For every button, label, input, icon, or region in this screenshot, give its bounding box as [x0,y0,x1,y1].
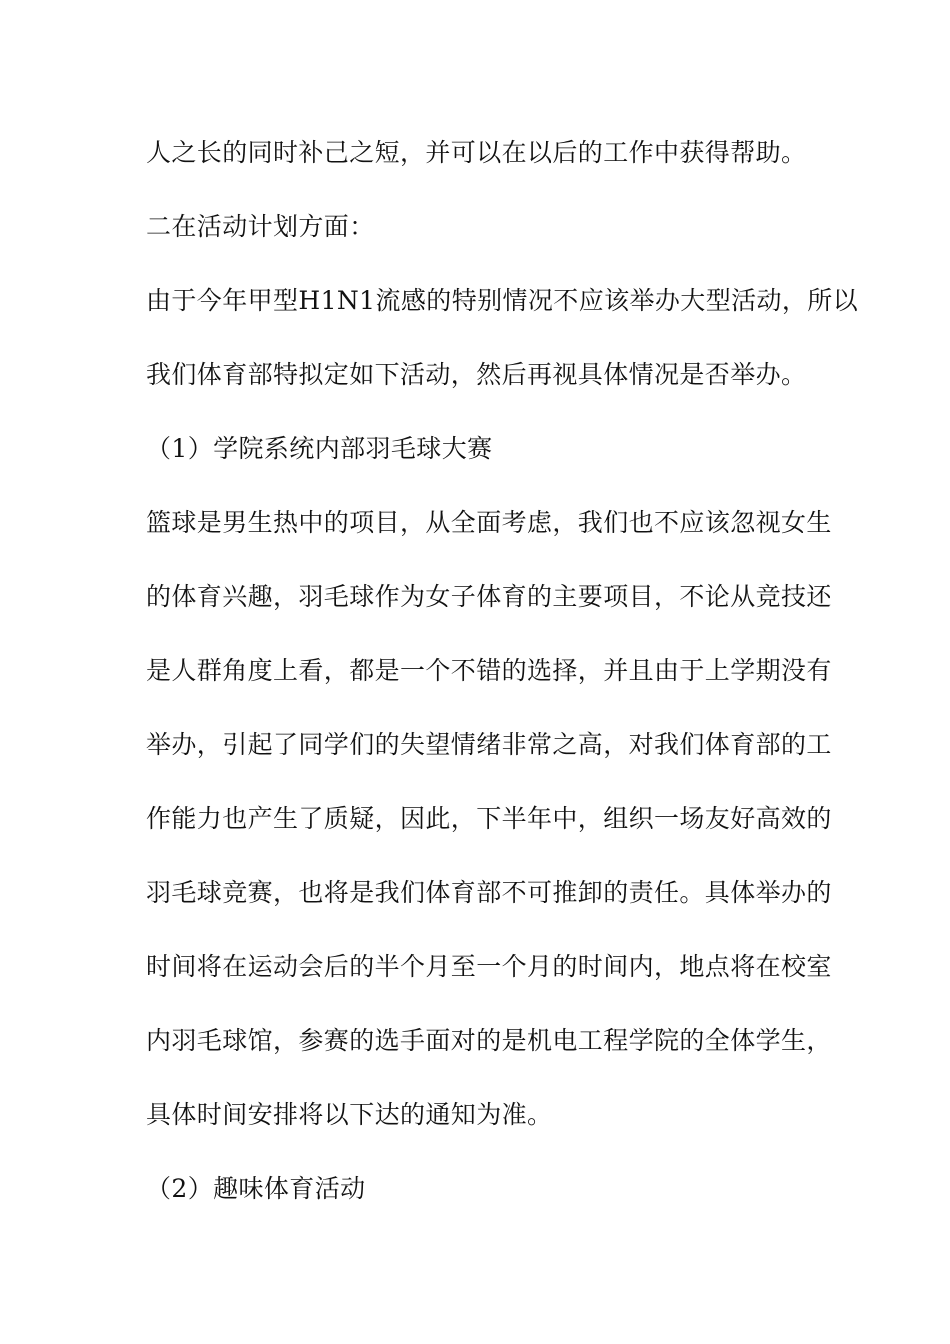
subsection-heading: （1）学院系统内部羽毛球大赛 [146,434,493,463]
paragraph-line: 由于今年甲型H1N1流感的特别情况不应该举办大型活动，所以 [146,286,859,315]
paragraph-line: 时间将在运动会后的半个月至一个月的时间内，地点将在校室 [146,952,832,981]
paragraph-line: 人之长的同时补己之短，并可以在以后的工作中获得帮助。 [146,138,807,167]
paragraph-line: 的体育兴趣，羽毛球作为女子体育的主要项目，不论从竞技还 [146,582,832,611]
paragraph-line: 作能力也产生了质疑，因此，下半年中，组织一场友好高效的 [146,804,832,833]
paragraph-line: 羽毛球竞赛，也将是我们体育部不可推卸的责任。具体举办的 [146,878,832,907]
section-heading: 二在活动计划方面： [146,212,375,241]
subsection-heading: （2）趣味体育活动 [146,1174,366,1203]
paragraph-line: 内羽毛球馆，参赛的选手面对的是机电工程学院的全体学生， [146,1026,832,1055]
paragraph-line: 是人群角度上看，都是一个不错的选择，并且由于上学期没有 [146,656,832,685]
paragraph-line: 我们体育部特拟定如下活动，然后再视具体情况是否举办。 [146,360,807,389]
paragraph-line: 具体时间安排将以下达的通知为准。 [146,1100,553,1129]
paragraph-line: 篮球是男生热中的项目，从全面考虑，我们也不应该忽视女生 [146,508,832,537]
paragraph-line: 举办，引起了同学们的失望情绪非常之高，对我们体育部的工 [146,730,832,759]
